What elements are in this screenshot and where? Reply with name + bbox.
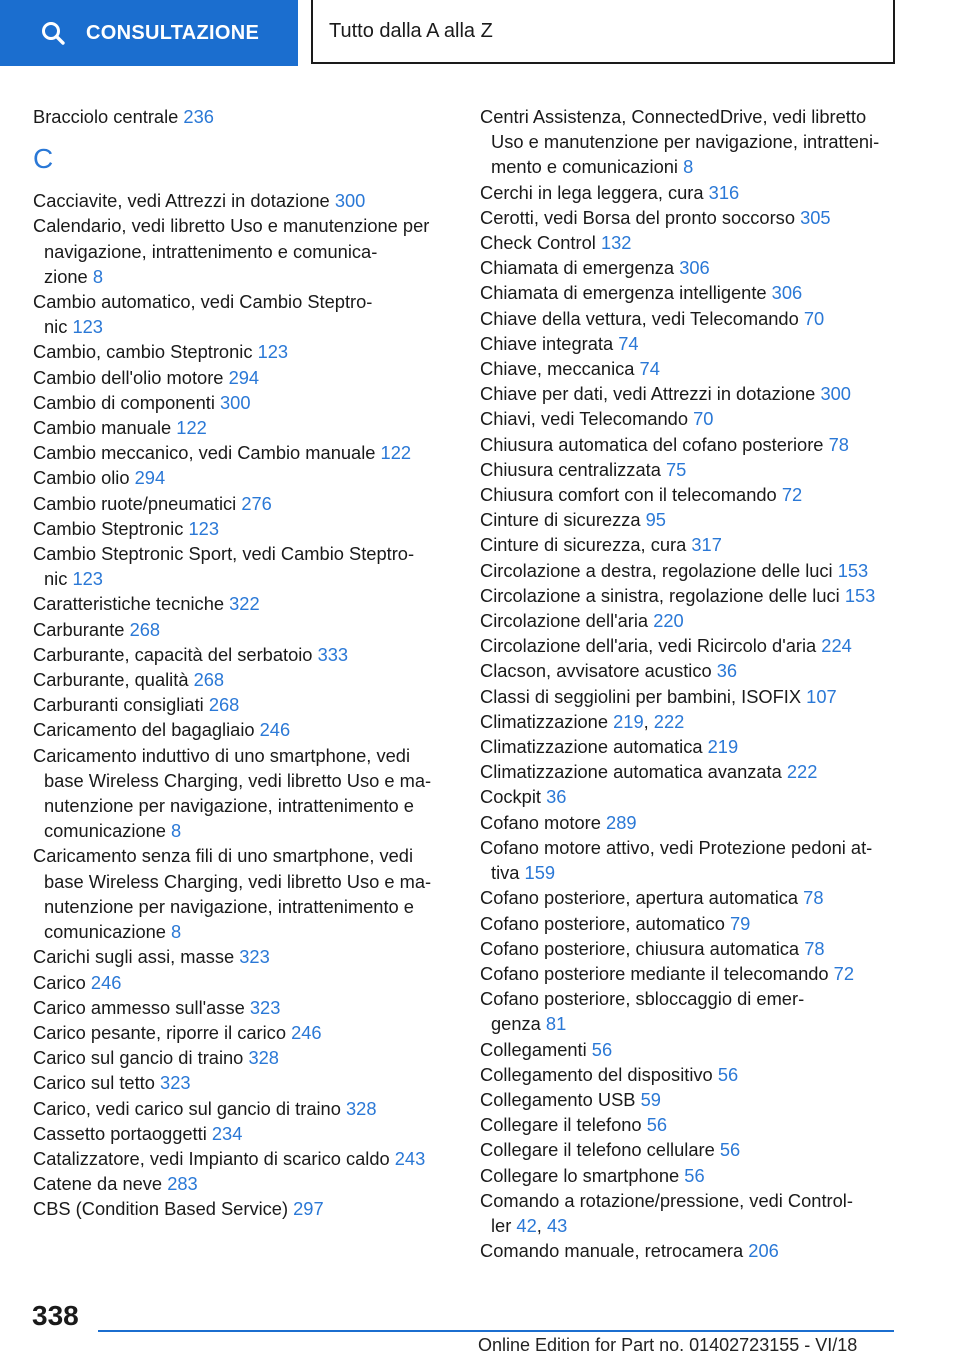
entry-text: Chiave per dati, vedi Attrezzi in dotazione: [480, 383, 816, 405]
entry-text: Carico sul gancio di traino: [33, 1047, 244, 1069]
page-ref-link[interactable]: 268: [129, 618, 161, 640]
page-ref-link[interactable]: 224: [821, 635, 852, 657]
page-ref-link[interactable]: 42: [516, 1214, 537, 1236]
entry-text: Circolazione dell'aria, vedi Ricircolo d'aria: [480, 635, 817, 657]
entry-text: base Wireless Charging, vedi libretto Uso e ma-: [44, 769, 432, 791]
entry-text: Cambio automatico, vedi Cambio Steptro-: [33, 291, 373, 313]
page-ref-link[interactable]: 246: [259, 719, 291, 741]
index-entry: [33, 995, 453, 1020]
page-ref-link[interactable]: 8: [171, 820, 182, 842]
index-entry: [33, 1070, 453, 1095]
index-entry: [480, 911, 905, 936]
page-ref-link[interactable]: 74: [639, 358, 660, 380]
index-entry: [480, 205, 905, 230]
entry-text: Circolazione a sinistra, regolazione delle luci: [480, 584, 840, 606]
entry-text: Chiusura comfort con il telecomando: [480, 484, 777, 506]
entry-text: nutenzione per navigazione, intrattenimento e: [44, 795, 414, 817]
entry-text: Collegare lo smartphone: [480, 1164, 680, 1186]
page-ref-link[interactable]: 323: [249, 996, 281, 1018]
index-entry: [480, 709, 905, 734]
page-ref-link[interactable]: 78: [804, 937, 825, 959]
index-entry: [33, 1146, 453, 1171]
index-entry: [33, 692, 453, 717]
page-ref-link[interactable]: 59: [640, 1088, 661, 1110]
index-letter-heading: C: [33, 143, 54, 175]
page-ref-link[interactable]: 219: [707, 736, 739, 758]
entry-text: Chiave della vettura, vedi Telecomando: [480, 307, 799, 329]
entry-text: nic: [44, 316, 68, 338]
index-entry: [33, 642, 453, 667]
index-entry: [480, 633, 905, 658]
index-entry: [33, 1171, 453, 1196]
page-ref-link[interactable]: 132: [600, 232, 632, 254]
page-ref-link[interactable]: 159: [524, 862, 556, 884]
index-entry: [33, 440, 453, 465]
page-ref-link[interactable]: 243: [394, 1147, 426, 1169]
page-ref-link[interactable]: 306: [771, 282, 803, 304]
entry-text: Cacciavite, vedi Attrezzi in dotazione: [33, 190, 330, 212]
index-entry: [480, 885, 905, 910]
entry-text: Cinture di sicurezza: [480, 509, 641, 531]
entry-text: Carburante, qualità: [33, 669, 189, 691]
entry-text: Chiave integrata: [480, 332, 614, 354]
entry-text: Cambio, cambio Steptronic: [33, 341, 253, 363]
entry-text: Cambio Steptronic Sport, vedi Cambio Steptro-: [33, 543, 415, 565]
entry-text: Comando a rotazione/pressione, vedi Control-: [480, 1189, 853, 1211]
index-entry: [480, 1062, 905, 1087]
page-ref-link[interactable]: 328: [248, 1047, 279, 1069]
page-ref-link[interactable]: 305: [800, 206, 831, 228]
page-ref-link[interactable]: 79: [730, 912, 751, 934]
entry-text: Clacson, avvisatore acustico: [480, 660, 712, 682]
page-ref-link[interactable]: 222: [653, 710, 685, 732]
section-subtitle[interactable]: Tutto dalla A alla Z: [311, 0, 895, 64]
page-number: 338: [32, 1300, 79, 1331]
page-ref-link[interactable]: 56: [646, 1114, 668, 1136]
index-entry: [33, 1096, 453, 1121]
index-entry: [33, 970, 453, 995]
page-ref-link[interactable]: 317: [691, 534, 722, 556]
entry-text: Collegamento del dispositivo: [480, 1063, 713, 1085]
entry-text: Cambio dell'olio motore: [33, 366, 224, 388]
page-ref-link[interactable]: 300: [334, 190, 366, 212]
page-ref-link[interactable]: 323: [160, 1072, 191, 1094]
page-ref-link[interactable]: 246: [90, 971, 122, 993]
page-ref-link[interactable]: 153: [844, 584, 876, 606]
index-entry: [33, 213, 453, 289]
page-ref-link[interactable]: 268: [208, 694, 240, 716]
entry-text: Classi di seggiolini per bambini, ISOFIX: [480, 685, 802, 707]
index-entry: [33, 944, 453, 969]
index-entry: [480, 507, 905, 532]
page-ref-link[interactable]: 43: [546, 1214, 568, 1236]
index-entry: [33, 591, 453, 616]
entry-text: mento e comunicazioni: [491, 156, 678, 178]
page-ref-link[interactable]: 246: [291, 1021, 322, 1043]
page-ref-link[interactable]: 268: [193, 669, 225, 691]
entry-text: Carico sul tetto: [33, 1072, 155, 1094]
index-entry: [480, 936, 905, 961]
index-entry: [480, 255, 905, 280]
index-entry: [33, 1020, 453, 1045]
entry-text: Cofano motore: [480, 811, 601, 833]
entry-text: Centri Assistenza, ConnectedDrive, vedi libretto: [480, 106, 867, 127]
entry-text: Cofano posteriore, chiusura automatica: [480, 937, 800, 959]
entry-text: Catene da neve: [33, 1173, 163, 1195]
ref-separator: ,: [643, 710, 654, 732]
entry-text: Cambio Steptronic: [33, 517, 184, 539]
index-entry: [33, 717, 453, 742]
page-ref-link[interactable]: 333: [317, 643, 349, 665]
entry-text: base Wireless Charging, vedi libretto Uso e ma-: [44, 870, 432, 892]
entry-text: Cambio olio: [33, 467, 130, 489]
index-entry: [480, 1238, 905, 1263]
index-entry: [480, 810, 905, 835]
entry-text: Catalizzatore, vedi Impianto di scarico caldo: [33, 1147, 390, 1169]
page-ref-link[interactable]: 328: [345, 1097, 377, 1119]
ref-separator: ,: [536, 1214, 547, 1236]
entry-text: Caricamento del bagagliaio: [33, 719, 255, 741]
entry-text: tiva: [491, 862, 520, 884]
index-entry: [33, 1196, 453, 1221]
entry-text: comunicazione: [44, 921, 166, 943]
entry-text: Carico: [33, 971, 86, 993]
entry-text: Cambio ruote/pneumatici: [33, 492, 237, 514]
header: [0, 0, 960, 66]
index-entry: [33, 289, 453, 339]
index-entry: [33, 339, 453, 364]
page-ref-link[interactable]: 323: [239, 946, 270, 968]
page-ref-link[interactable]: 107: [806, 685, 837, 707]
index-entry: [33, 104, 453, 129]
entry-text: Carichi sugli assi, masse: [33, 946, 235, 968]
entry-text: Cerotti, vedi Borsa del pronto soccorso: [480, 206, 795, 228]
index-entry: [480, 482, 905, 507]
entry-text: Chiamata di emergenza: [480, 257, 675, 279]
entry-text: Collegamenti: [480, 1038, 587, 1060]
index-column-left: [33, 104, 453, 1222]
entry-text: nic: [44, 568, 68, 590]
page-ref-link[interactable]: 236: [183, 106, 214, 127]
entry-text: Circolazione a destra, regolazione delle luci: [480, 559, 833, 581]
index-column-right: [480, 104, 905, 1263]
entry-text: genza: [491, 1013, 541, 1035]
entry-text: Circolazione dell'aria: [480, 610, 649, 632]
index-entry: [33, 415, 453, 440]
entry-text: Check Control: [480, 232, 596, 254]
entry-text: Chiave, meccanica: [480, 358, 635, 380]
entry-text: Carburante, capacità del serbatoio: [33, 643, 313, 665]
page-ref-link[interactable]: 289: [606, 811, 637, 833]
page-ref-link[interactable]: 122: [380, 442, 412, 464]
page-ref-link[interactable]: 36: [716, 660, 738, 682]
index-entry: [480, 684, 905, 709]
page-ref-link[interactable]: 56: [684, 1164, 705, 1186]
page-ref-link[interactable]: 297: [293, 1198, 324, 1220]
page-ref-link[interactable]: 70: [693, 408, 714, 430]
footer-edition: Online Edition for Part no. 01402723155 - VI/18: [478, 1335, 858, 1355]
page-ref-link[interactable]: 294: [228, 366, 260, 388]
entry-text: ler: [491, 1214, 512, 1236]
index-entry: [480, 280, 905, 305]
page-ref-link[interactable]: 36: [546, 786, 567, 808]
entry-text: Carico pesante, riporre il carico: [33, 1021, 286, 1043]
index-entry: [480, 608, 905, 633]
index-entry: [33, 617, 453, 642]
index-entry: [33, 1045, 453, 1070]
entry-text: Chiavi, vedi Telecomando: [480, 408, 688, 430]
entry-text: Collegare il telefono cellulare: [480, 1139, 715, 1161]
index-entry: [480, 306, 905, 331]
page-ref-link[interactable]: 316: [708, 181, 740, 203]
index-entry: [33, 541, 453, 591]
index-entry: [480, 180, 905, 205]
page-ref-link[interactable]: 206: [748, 1240, 779, 1262]
index-entry: [480, 104, 905, 180]
page-ref-link[interactable]: 220: [653, 610, 684, 632]
index-entry: [480, 1137, 905, 1162]
entry-text: Uso e manutenzione per navigazione, intratteni-: [491, 131, 880, 153]
entry-text: Chiusura centralizzata: [480, 458, 661, 480]
index-entry: [33, 465, 453, 490]
page-ref-link[interactable]: 8: [171, 921, 182, 943]
entry-text: Bracciolo centrale: [33, 106, 179, 127]
index-entry: [480, 784, 905, 809]
search-icon: [40, 20, 66, 46]
entry-text: Cassetto portaoggetti: [33, 1122, 207, 1144]
index-entry: [480, 759, 905, 784]
page-ref-link[interactable]: 283: [167, 1173, 198, 1195]
page-ref-link[interactable]: 123: [72, 568, 103, 590]
entry-text: Cockpit: [480, 786, 541, 808]
index-entry: [480, 1112, 905, 1137]
entry-text: Cerchi in lega leggera, cura: [480, 181, 704, 203]
index-entry: [33, 516, 453, 541]
index-entry: [480, 1163, 905, 1188]
page-ref-link[interactable]: 56: [717, 1063, 739, 1085]
page-ref-link[interactable]: 322: [229, 593, 260, 615]
entry-text: Carico, vedi carico sul gancio di traino: [33, 1097, 341, 1119]
index-entry: [480, 558, 905, 583]
entry-text: Cambio manuale: [33, 417, 172, 439]
entry-text: Cofano posteriore, apertura automatica: [480, 887, 799, 909]
entry-text: navigazione, intrattenimento e comunica-: [44, 240, 378, 262]
index-entry: [480, 1087, 905, 1112]
page-ref-link[interactable]: 56: [719, 1139, 741, 1161]
index-entry: [480, 406, 905, 431]
index-entry: [480, 381, 905, 406]
page-ref-link[interactable]: 8: [683, 156, 694, 178]
index-entry: [480, 432, 905, 457]
entry-text: Cambio di componenti: [33, 391, 215, 413]
index-entry: [480, 356, 905, 381]
entry-text: comunicazione: [44, 820, 166, 842]
entry-text: Carburanti consigliati: [33, 694, 204, 716]
page-ref-link[interactable]: 123: [188, 517, 219, 539]
entry-text: Caratteristiche tecniche: [33, 593, 225, 615]
page-ref-link[interactable]: 234: [211, 1122, 243, 1144]
index-entry: [33, 365, 453, 390]
index-entry: [480, 331, 905, 356]
entry-text: Cinture di sicurezza, cura: [480, 534, 687, 556]
entry-text: Caricamento senza fili di uno smartphone, vedi: [33, 845, 414, 867]
index-entry: [33, 188, 453, 213]
tab-label: CONSULTAZIONE: [86, 21, 260, 44]
index-entry: [480, 986, 905, 1036]
footer-divider: [98, 1330, 894, 1332]
entry-text: nutenzione per navigazione, intrattenimento e: [44, 895, 414, 917]
index-entry: [33, 390, 453, 415]
entry-text: CBS (Condition Based Service): [33, 1198, 289, 1220]
entry-text: Climatizzazione automatica: [480, 736, 703, 758]
index-entry: [480, 457, 905, 482]
entry-text: Cofano posteriore mediante il telecomando: [480, 962, 829, 984]
index-entry: [33, 491, 453, 516]
entry-text: Collegamento USB: [480, 1088, 636, 1110]
page-ref-link[interactable]: 276: [241, 492, 272, 514]
page-ref-link[interactable]: 122: [176, 417, 207, 439]
page-ref-link[interactable]: 222: [786, 761, 818, 783]
entry-text: Cofano motore attivo, vedi Protezione pedoni at-: [480, 836, 873, 858]
entry-text: Collegare il telefono: [480, 1114, 642, 1136]
entry-text: Cambio meccanico, vedi Cambio manuale: [33, 442, 376, 464]
entry-text: Chiusura automatica del cofano posteriore: [480, 433, 824, 455]
index-entry: [33, 843, 453, 944]
page-ref-link[interactable]: 123: [72, 316, 103, 338]
index-entry: [480, 532, 905, 557]
index-entry: [480, 230, 905, 255]
page-ref-link[interactable]: 74: [618, 332, 639, 354]
page-ref-link[interactable]: 306: [679, 257, 710, 279]
entry-text: Climatizzazione automatica avanzata: [480, 761, 782, 783]
page-ref-link[interactable]: 56: [591, 1038, 613, 1060]
index-entry: [480, 1037, 905, 1062]
entry-text: Calendario, vedi libretto Uso e manutenzione per: [33, 215, 430, 237]
page-ref-link[interactable]: 219: [613, 710, 644, 732]
page-ref-link[interactable]: 300: [220, 391, 251, 413]
page-ref-link[interactable]: 81: [545, 1013, 567, 1035]
index-entry: [480, 658, 905, 683]
entry-text: Cofano posteriore, sbloccaggio di emer-: [480, 988, 805, 1010]
entry-text: Chiamata di emergenza intelligente: [480, 282, 767, 304]
entry-text: Caricamento induttivo di uno smartphone, vedi: [33, 744, 411, 766]
entry-text: Climatizzazione: [480, 710, 609, 732]
index-entry: [33, 743, 453, 844]
page-ref-link[interactable]: 70: [803, 307, 825, 329]
page-ref-link[interactable]: 8: [92, 265, 103, 287]
tab-consultazione[interactable]: [0, 0, 298, 66]
index-entry: [33, 667, 453, 692]
entry-text: zione: [44, 265, 88, 287]
index-entry: [480, 1188, 905, 1238]
page-ref-link[interactable]: 78: [803, 887, 824, 909]
entry-text: Carburante: [33, 618, 125, 640]
page-ref-link[interactable]: 153: [837, 559, 869, 581]
page-ref-link[interactable]: 95: [645, 509, 666, 531]
page-ref-link[interactable]: 72: [833, 962, 855, 984]
page-ref-link[interactable]: 300: [820, 383, 851, 405]
page-ref-link[interactable]: 294: [134, 467, 166, 489]
entry-text: Comando manuale, retrocamera: [480, 1240, 744, 1262]
index-entry: [480, 583, 905, 608]
page-ref-link[interactable]: 123: [257, 341, 289, 363]
entry-text: Cofano posteriore, automatico: [480, 912, 725, 934]
index-entry: [480, 734, 905, 759]
index-entry: [480, 835, 905, 885]
page-ref-link[interactable]: 72: [781, 484, 803, 506]
entry-text: Carico ammesso sull'asse: [33, 996, 245, 1018]
index-entry: [33, 1121, 453, 1146]
page-ref-link[interactable]: 75: [665, 458, 687, 480]
index-entry: [480, 961, 905, 986]
page-ref-link[interactable]: 78: [828, 433, 849, 455]
